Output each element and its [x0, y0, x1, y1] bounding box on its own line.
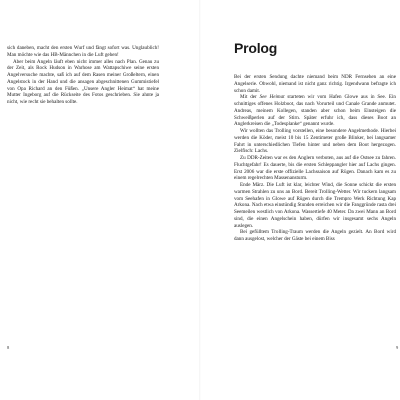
- text-segment: Wir wollten das Trolling vorstellen, eine besondere Angelmethode. Hierbei werden die Köder, meist 10 bis 15 Zentimeter große Blinker, bei langsamer Fahrt in unterschiedlichen Tiefen hinter und neben dem Boot hergezogen. Zielfisch: Lachs.: [234, 128, 396, 155]
- boat-name: See Heimat: [259, 94, 285, 101]
- right-paragraph-2: [234, 94, 396, 128]
- text-segment: Zu DDR-Zeiten war es den Anglern verboten, aus auf die Ostsee zu fahren. Fluchtgefahr! Es dauerte, bis die ersten Schleppangler hier auf Lachs gingen. Erst 2006 war die erste offizielle Lachssaison auf Rügen. Danach kam es zu einem regelrechten Massenansturm.: [234, 155, 396, 182]
- page-number-left: 8: [7, 345, 10, 350]
- left-paragraph-1: sich daneben, macht den ersten Wurf und fängt sofort was. Unglaublich! Man möchte wie das HB-Männchen in die Luft gehen!: [7, 45, 159, 58]
- text-segment: Bei gefülltem Trolling-Traum werden die Angeln gezielt. An Bord wird dann ausgelost, welcher der Gäste bei einem Biss: [234, 229, 396, 242]
- text-segment: Bei der ersten Sendung dachte niemand beim NDR Fernsehen an eine Angelserie. Obwohl, niemand ist nicht ganz richtig. Irgendwann befragte ich schon damit.: [234, 74, 396, 94]
- text-segment: Ende März. Die Luft ist klar, leichter Wind, die Sonne schickt die ersten warmen Strahlen zu uns an Bord. Bereit Trolling-Wetter. Wir tuckern langsam vom Seehafen in Glowe auf Rügen durch die Trempro Werk Richtung Kap Arkona. Nach etwa einstündig Stunden erreichen wir die Fanggründe rasta drei Seemeilen westlich von Arkona. Wassertiefe 40 Meter. Da zwei Mann an Bord sind, die einen Angelschein haben, dürfen wir insgesamt sechs Angeln auslegen.: [234, 182, 396, 229]
- text-segment: Mit der: [240, 94, 260, 101]
- right-paragraph-5: [234, 182, 396, 229]
- right-paragraph-1: [234, 74, 396, 94]
- text-segment: starteten wir vom Hafen Glowe aus in See. Ein schnittiges offenes Holzboot, das nach Vorurteil und Canale Grande anmutet. Andreas, meinem Kollegen, standen aber schon beim Einsteigen die Schweißperlen auf der Stirn. Später erfuhr ich, dass dieses Boot an Anglerkreisen die „Todesplanke“ genannt wurde.: [234, 94, 396, 128]
- page-number-right: 9: [396, 345, 399, 350]
- right-page: [200, 0, 400, 400]
- right-paragraph-6: [234, 229, 396, 243]
- chapter-title: Prolog: [234, 40, 278, 56]
- right-paragraph-3: [234, 128, 396, 155]
- right-paragraph-4: [234, 155, 396, 182]
- left-paragraph-2: Aber beim Angeln läuft eben nicht immer alles nach Plan. Genau zu der Zeit, als Rock Hudson in Warhose am Wattapschiwe seine ersten Angelversuche machte, saß ich auf dem Rasen meiner Großeltern, einen Angelstock in der Hand und die ansagen abgeschnittenen Gummistiefel von Opa Richard an den Füßen. „Unsere Angler Heimat“ hat meine Mutter Ingeborg auf die Rückseite des Fotos geschrieben. Sie ahnte ja nicht, wie recht sie behalten sollte.: [7, 58, 159, 105]
- right-page-body: [234, 74, 396, 243]
- left-page-body: [7, 45, 159, 106]
